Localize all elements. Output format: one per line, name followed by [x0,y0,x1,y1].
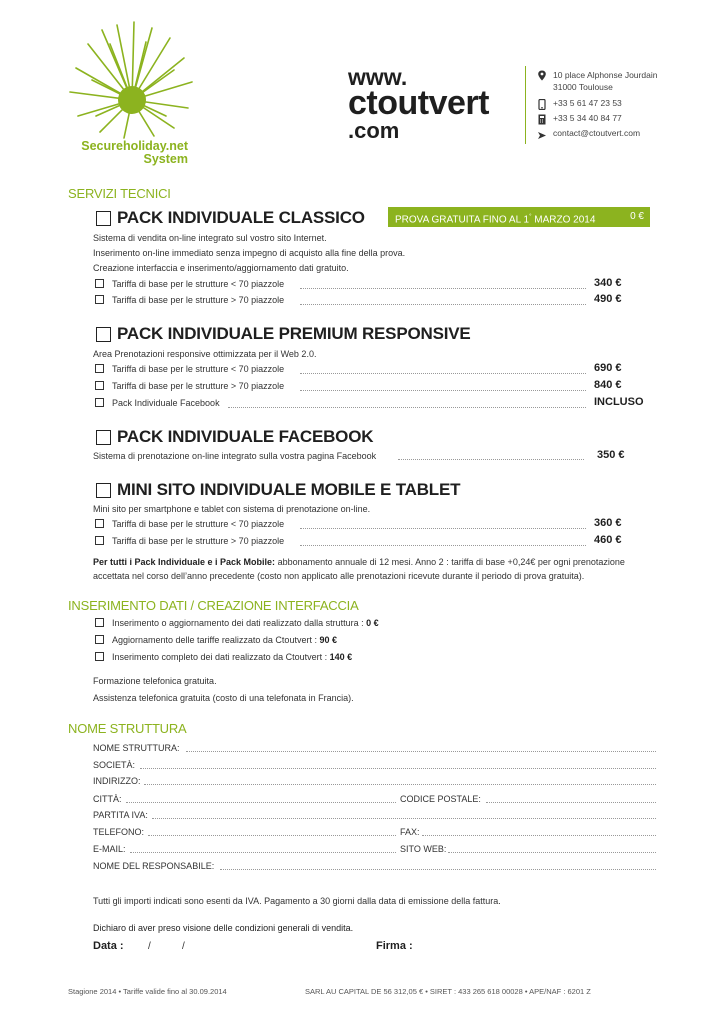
site-www: www. [348,64,408,90]
checkbox-inserimento-opt3[interactable] [95,652,104,661]
inserimento-opt3 [112,652,352,664]
pack-note-bold: Per tutti i Pack Individuale e i Pack Mobile: [93,557,276,567]
section-title-servizi: SERVIZI TECNICI [68,186,171,201]
label-indirizzo: INDIRIZZO: [93,776,141,786]
address-line-2: 31000 Toulouse [553,82,613,92]
footer-right: SARL AU CAPITAL DE 56 312,05 € • SIRET : 433 265 618 00028 • APE/NAF : 6201 Z [305,987,591,996]
input-telefono[interactable] [148,835,396,836]
brand-line-2: System [143,152,188,166]
mobile-desc-1: Mini sito per smartphone e tablet con sistema di prenotazione on-line. [93,504,371,514]
pack-mobile-title: MINI SITO INDIVIDUALE MOBILE E TABLET [117,480,461,499]
iva-note: Tutti gli importi indicati sono esenti da IVA. Pagamento a 30 giorni dalla data di emissione della fattura. [93,896,501,906]
input-sito-web[interactable] [448,852,656,853]
input-codice-postale[interactable] [486,802,656,803]
label-societa: SOCIETÀ: [93,760,136,770]
dots-leader [398,459,584,460]
input-partita-iva[interactable] [152,818,656,819]
promo-text: PROVA GRATUITA FINO AL 1 [395,214,530,226]
input-societa[interactable] [140,768,656,769]
classico-opt1-label: Tariffa di base per le strutture < 70 piazzole [112,279,285,289]
classico-opt2-price: 490 € [594,293,622,305]
dots-leader [300,373,586,374]
dots-leader [300,304,586,305]
date-slash-1: / [148,941,151,952]
classico-desc-1: Sistema di vendita on-line integrato sul vostro sito Internet. [93,233,327,243]
pack-note [93,556,663,568]
date-label: Data : [93,940,124,952]
label-sito-web: SITO WEB: [400,844,447,854]
pack-note-rest: abbonamento annuale di 12 mesi. Anno 2 : tariffa di base +0,24€ per ogni prenotazione [275,557,625,567]
site-com: .com [348,118,400,143]
premium-opt3-label: Pack Individuale Facebook [112,398,220,408]
firma-label: Firma : [376,940,413,952]
checkbox-pack-premium[interactable] [96,327,111,342]
input-fax[interactable] [422,835,656,836]
inserimento-opt3-value: 140 € [329,652,353,662]
dots-leader [300,390,586,391]
promo-banner [388,207,650,227]
fax-number: +33 5 34 40 84 77 [553,113,622,123]
premium-opt1-price: 690 € [594,362,622,374]
info-assistenza: Assistenza telefonica gratuita (costo di una telefonata in Francia). [93,693,354,703]
label-citta: CITTÀ: [93,794,122,804]
pack-note-line-2: accettata nel corso dell’anno precedente (costo non applicato alle prenotazioni ricevute durante il periodo di prova gratuita). [93,571,585,581]
premium-opt2-label: Tariffa di base per le strutture > 70 piazzole [112,381,285,391]
checkbox-mobile-opt1[interactable] [95,519,104,528]
input-responsabile[interactable] [220,869,656,870]
footer-left: Stagione 2014 • Tariffe valide fino al 30.09.2014 [68,987,227,996]
site-name: ctoutvert [348,84,489,122]
email-address[interactable]: contact@ctoutvert.com [553,128,641,138]
promo-text-2: MARZO 2014 [531,214,596,226]
label-codice-postale: CODICE POSTALE: [400,794,481,804]
inserimento-opt1-value: 0 € [366,618,379,628]
classico-opt1-price: 340 € [594,277,622,289]
promo-value: 0 € [630,211,644,222]
mobile-opt1-label: Tariffa di base per le strutture < 70 piazzole [112,519,285,529]
location-pin-icon [537,68,547,79]
mobile-opt1-price: 360 € [594,517,622,529]
section-title-inserimento: INSERIMENTO DATI / CREAZIONE INTERFACCIA [68,598,359,613]
input-citta[interactable] [126,802,396,803]
phone-icon [537,97,547,108]
label-email: E-MAIL: [93,844,126,854]
checkbox-inserimento-opt1[interactable] [95,618,104,627]
checkbox-premium-opt3[interactable] [95,398,104,407]
mobile-opt2-label: Tariffa di base per le strutture > 70 piazzole [112,536,285,546]
checkbox-premium-opt2[interactable] [95,381,104,390]
facebook-price: 350 € [597,449,625,461]
header-divider [525,66,526,144]
classico-opt2-label: Tariffa di base per le strutture > 70 piazzole [112,295,285,305]
address-line-1: 10 place Alphonse Jourdain [553,70,658,80]
pack-facebook-title: PACK INDIVIDUALE FACEBOOK [117,427,374,446]
pack-classico-title: PACK INDIVIDUALE CLASSICO [117,208,365,227]
label-telefono: TELEFONO: [93,827,145,837]
info-formazione: Formazione telefonica gratuita. [93,676,217,686]
fax-icon [537,112,547,123]
checkbox-premium-opt1[interactable] [95,364,104,373]
checkbox-mobile-opt2[interactable] [95,536,104,545]
pack-premium-title: PACK INDIVIDUALE PREMIUM RESPONSIVE [117,324,471,343]
inserimento-opt2 [112,635,337,647]
inserimento-opt1-label: Inserimento o aggiornamento dei dati realizzato dalla struttura : [112,618,367,628]
declaration: Dichiaro di aver preso visione delle condizioni generali di vendita. [93,923,354,933]
premium-desc-1: Area Prenotazioni responsive ottimizzata per il Web 2.0. [93,349,317,359]
brand-line-1: Secureholiday.net [81,139,188,153]
label-responsabile: NOME DEL RESPONSABILE: [93,861,215,871]
facebook-desc-1: Sistema di prenotazione on-line integrato sulla vostra pagina Facebook [93,451,377,461]
date-slash-2: / [182,941,185,952]
input-nome-struttura[interactable] [186,751,656,752]
phone-number: +33 5 61 47 23 53 [553,98,622,108]
checkbox-classico-opt1[interactable] [95,279,104,288]
classico-desc-2: Inserimento on-line immediato senza impegno di acquisto alla fine della prova. [93,248,406,258]
checkbox-pack-facebook[interactable] [96,430,111,445]
dots-leader [300,528,586,529]
premium-opt2-price: 840 € [594,379,622,391]
mobile-opt2-price: 460 € [594,534,622,546]
dots-leader [228,407,586,408]
section-title-struttura: NOME STRUTTURA [68,721,187,736]
checkbox-pack-mobile[interactable] [96,483,111,498]
checkbox-classico-opt2[interactable] [95,295,104,304]
input-indirizzo[interactable] [144,784,656,785]
label-partita-iva: PARTITA IVA: [93,810,148,820]
inserimento-opt3-label: Inserimento completo dei dati realizzato da Ctoutvert : [112,652,330,662]
dots-leader [300,288,586,289]
checkbox-inserimento-opt2[interactable] [95,635,104,644]
label-fax: FAX: [400,827,420,837]
inserimento-opt2-label: Aggiornamento delle tariffe realizzato da Ctoutvert : [112,635,320,645]
brand-name [62,140,188,166]
premium-opt3-price: INCLUSO [594,396,644,408]
inserimento-opt2-value: 90 € [319,635,337,645]
promo-sup: ° [529,214,532,220]
premium-opt1-label: Tariffa di base per le strutture < 70 piazzole [112,364,285,374]
checkbox-pack-classico[interactable] [96,211,111,226]
inserimento-opt1 [112,618,379,630]
send-arrow-icon [537,128,547,139]
dots-leader [300,545,586,546]
input-email[interactable] [130,852,396,853]
label-nome-struttura: NOME STRUTTURA: [93,743,180,753]
classico-desc-3: Creazione interfaccia e inserimento/aggiornamento dati gratuito. [93,263,349,273]
